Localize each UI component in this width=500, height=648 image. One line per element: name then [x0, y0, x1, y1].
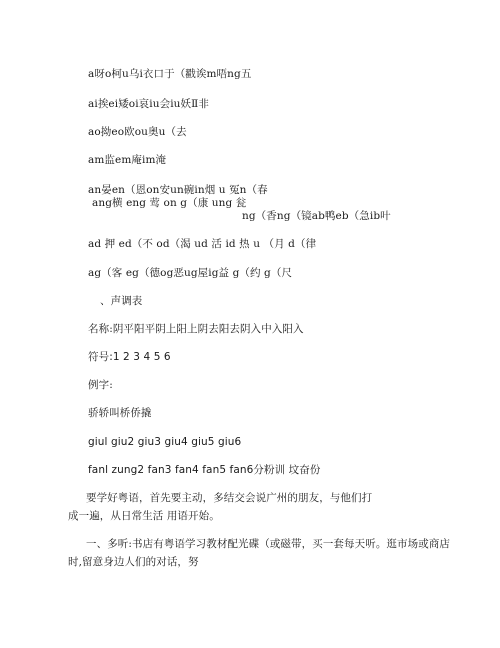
finals-line-2: ai挨ei矮oi哀iu会iu妖Ⅱ非 [88, 98, 209, 110]
finals-line-1: a呀o柯u乌i衣口于（戳诶m唔ng五 [88, 68, 252, 80]
finals-line-7: ng（香ng（镜ab鸭eb（急ib叶 [242, 210, 391, 222]
finals-line-8: ad 押 ed（不 od（渴 ud 活 id 热 u （月 d（律 [88, 238, 317, 250]
finals-line-5: an晏en（恩on安un碗in烟 u 冤n（春 [88, 184, 268, 196]
paragraph-listen-line-1: 一、多听:书店有粤语学习教材配光碟（或磁带，买一套每天听。逛市场或商店 [86, 538, 451, 550]
finals-line-4: am监em庵im淹 [88, 154, 167, 166]
example-label: 例字: [88, 379, 113, 391]
example-fan-line: fanl zung2 fan3 fan4 fan5 fan6分粉训 坟奋份 [88, 464, 321, 476]
example-chars-line: 骄轿叫桥侨撬 [88, 407, 152, 419]
paragraph-intro-line-2: 成一遍，从日常生活 用语开始。 [68, 510, 220, 522]
paragraph-listen-line-2: 时,留意身边人们的对话，努 [68, 556, 199, 568]
finals-line-9: ag（客 eg（德og恶ug屋ig益 g（约 g（尺 [88, 267, 293, 279]
section-heading-tone-table: 、声调表 [100, 295, 143, 307]
finals-line-3: ao拗eo欧ou奥u（去 [88, 126, 187, 138]
finals-line-6: ang横 eng 莺 on g（康 ung 瓮 [92, 197, 247, 209]
example-romanization-line: giul giu2 giu3 giu4 giu5 giu6 [88, 436, 242, 448]
tone-names-line: 名称:阴平阳平阴上阳上阴去阳去阴入中入阳入 [88, 323, 304, 335]
tone-symbols-line: 符号:1 2 3 4 5 6 [88, 351, 171, 363]
paragraph-intro-line-1: 要学好粤语，首先要主动，多结交会说广州的朋友，与他们打 [86, 492, 373, 504]
